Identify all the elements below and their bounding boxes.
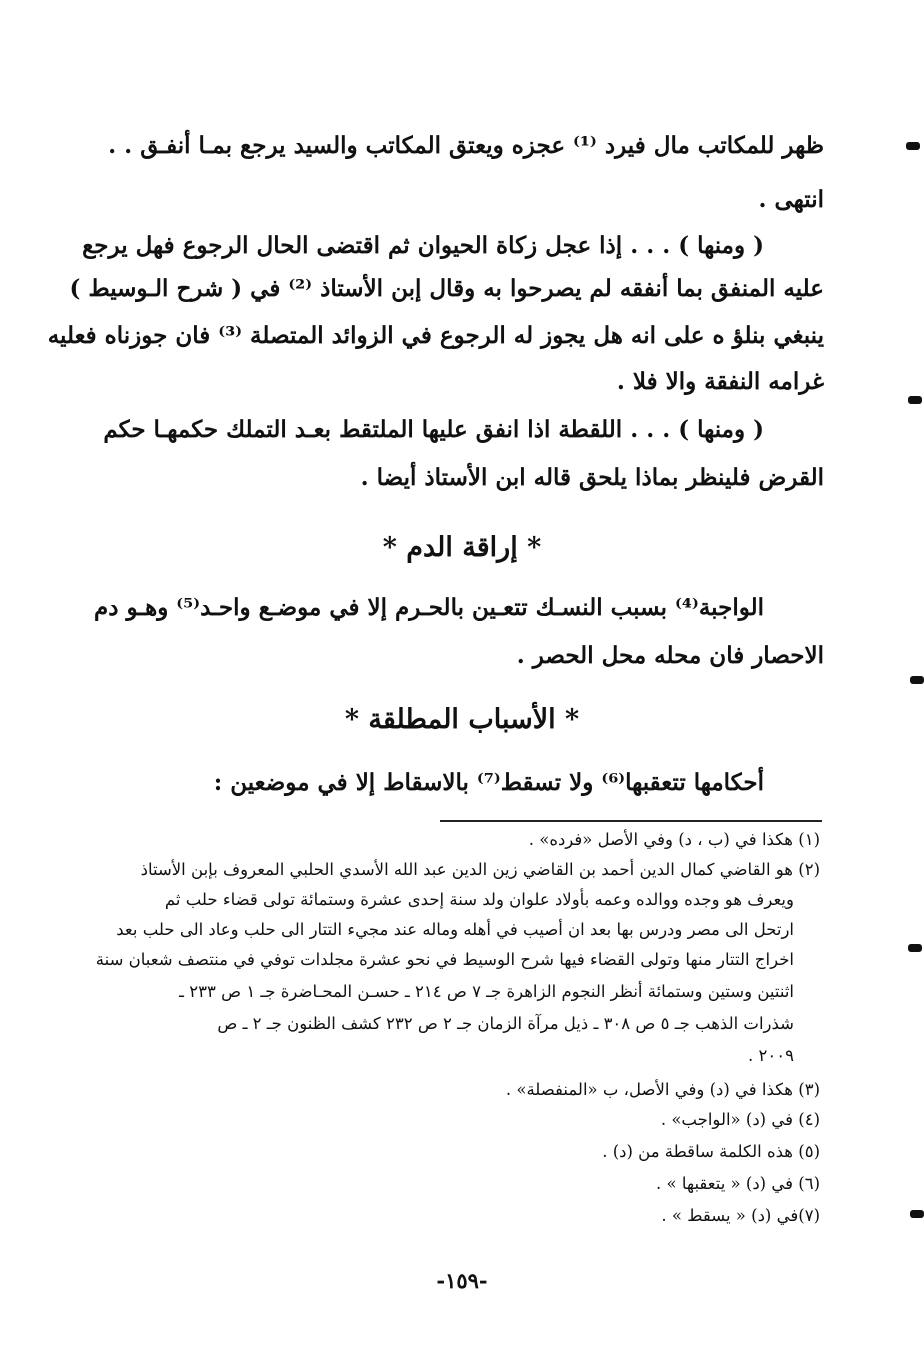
footnote: (٤) في (د) «الواجب» .: [660, 1110, 820, 1129]
footnote-continuation: شذرات الذهب جـ ٥ ص ٣٠٨ ـ ذيل مرآة الزمان جـ ٢ ص ٢٣٢ كشف الظنون جـ ٢ ـ ص: [217, 1014, 794, 1033]
section-heading: * الأسباب المطلقة *: [344, 704, 580, 735]
footnote: (٣) هكذا في (د) وفي الأصل، ب «المنفصلة» .: [505, 1080, 820, 1099]
scan-edge-mark: [906, 142, 920, 150]
body-line: ظهر للمكاتب مال فيرد ⁽¹⁾ عجزه ويعتق المكاتب والسيد يرجع بمـا أنفـق . .: [108, 132, 824, 159]
scan-edge-mark: [910, 676, 924, 684]
footnote-continuation: ٢٠٠٩ .: [748, 1046, 794, 1065]
footnote-continuation: اخراج التتار منها وتولى القضاء فيها شرح الوسيط في نحو عشرة مجلدات توفي في منتصف شعبان سنة: [95, 950, 794, 969]
footnote-continuation: اثنتين وستين وستمائة أنظر النجوم الزاهرة جـ ٧ ص ٢١٤ ـ حسـن المحـاضرة جـ ١ ص ٢٣٣ ـ: [179, 982, 794, 1001]
body-line: ( ومنها ) . . . إذا عجل زكاة الحيوان ثم اقتضى الحال الرجوع فهل يرجع: [82, 232, 764, 259]
section-heading: * إراقة الدم *: [382, 532, 542, 563]
body-line: ( ومنها ) . . . اللقطة اذا انفق عليها الملتقط بعـد التملك حكمهـا حكم: [103, 416, 764, 443]
body-line: انتهى .: [758, 186, 824, 213]
footnote: (٧)في (د) « يسقط » .: [661, 1206, 820, 1225]
body-line: عليه المنفق بما أنفقه لم يصرحوا به وقال إبن الأستاذ ⁽²⁾ في ( شرح الـوسيط ): [69, 275, 824, 302]
body-line: الاحصار فان محله محل الحصر .: [516, 642, 824, 669]
footnote: (٦) في (د) « يتعقبها » .: [655, 1174, 820, 1193]
footnote-continuation: ويعرف هو وجده ووالده وعمه بأولاد علوان ولد سنة إحدى عشرة وستمائة تولى قضاء حلب ثم: [164, 890, 794, 909]
body-line: القرض فلينظر بماذا يلحق قاله ابن الأستاذ أيضا .: [360, 464, 824, 491]
page-number: -١٥٩-: [436, 1268, 488, 1293]
body-line: غرامه النفقة والا فلا .: [616, 368, 824, 395]
scan-edge-mark: [908, 396, 922, 404]
footnote-continuation: ارتحل الى مصر ودرس بها بعد ان أصيب في أهله وماله عند مجيء التتار الى حلب وعاد الى حلب بعد: [116, 920, 794, 939]
body-line: الواجبة⁽⁴⁾ بسبب النسـك تتعـين بالحـرم إلا في موضـع واحـد⁽⁵⁾ وهـو دم: [93, 594, 764, 621]
footnote: (٥) هذه الكلمة ساقطة من (د) .: [602, 1142, 820, 1161]
scan-edge-mark: [910, 1210, 924, 1218]
scan-edge-mark: [908, 944, 922, 952]
footnote-divider: [440, 820, 822, 822]
footnote: (٢) هو القاضي كمال الدين أحمد بن القاضي زين الدين عبد الله الأسدي الحلبي المعروف بإبن الأستاذ: [140, 860, 820, 879]
body-line: ينبغي بنلؤ ه على انه هل يجوز له الرجوع في الزوائد المتصلة ⁽³⁾ فان جوزناه فعليه: [47, 322, 824, 349]
body-line: أحكامها تتعقبها⁽⁶⁾ ولا تسقط⁽⁷⁾ بالاسقاط إلا في موضعين :: [213, 769, 764, 796]
footnote: (١) هكذا في (ب ، د) وفي الأصل «فرده» .: [528, 830, 820, 849]
